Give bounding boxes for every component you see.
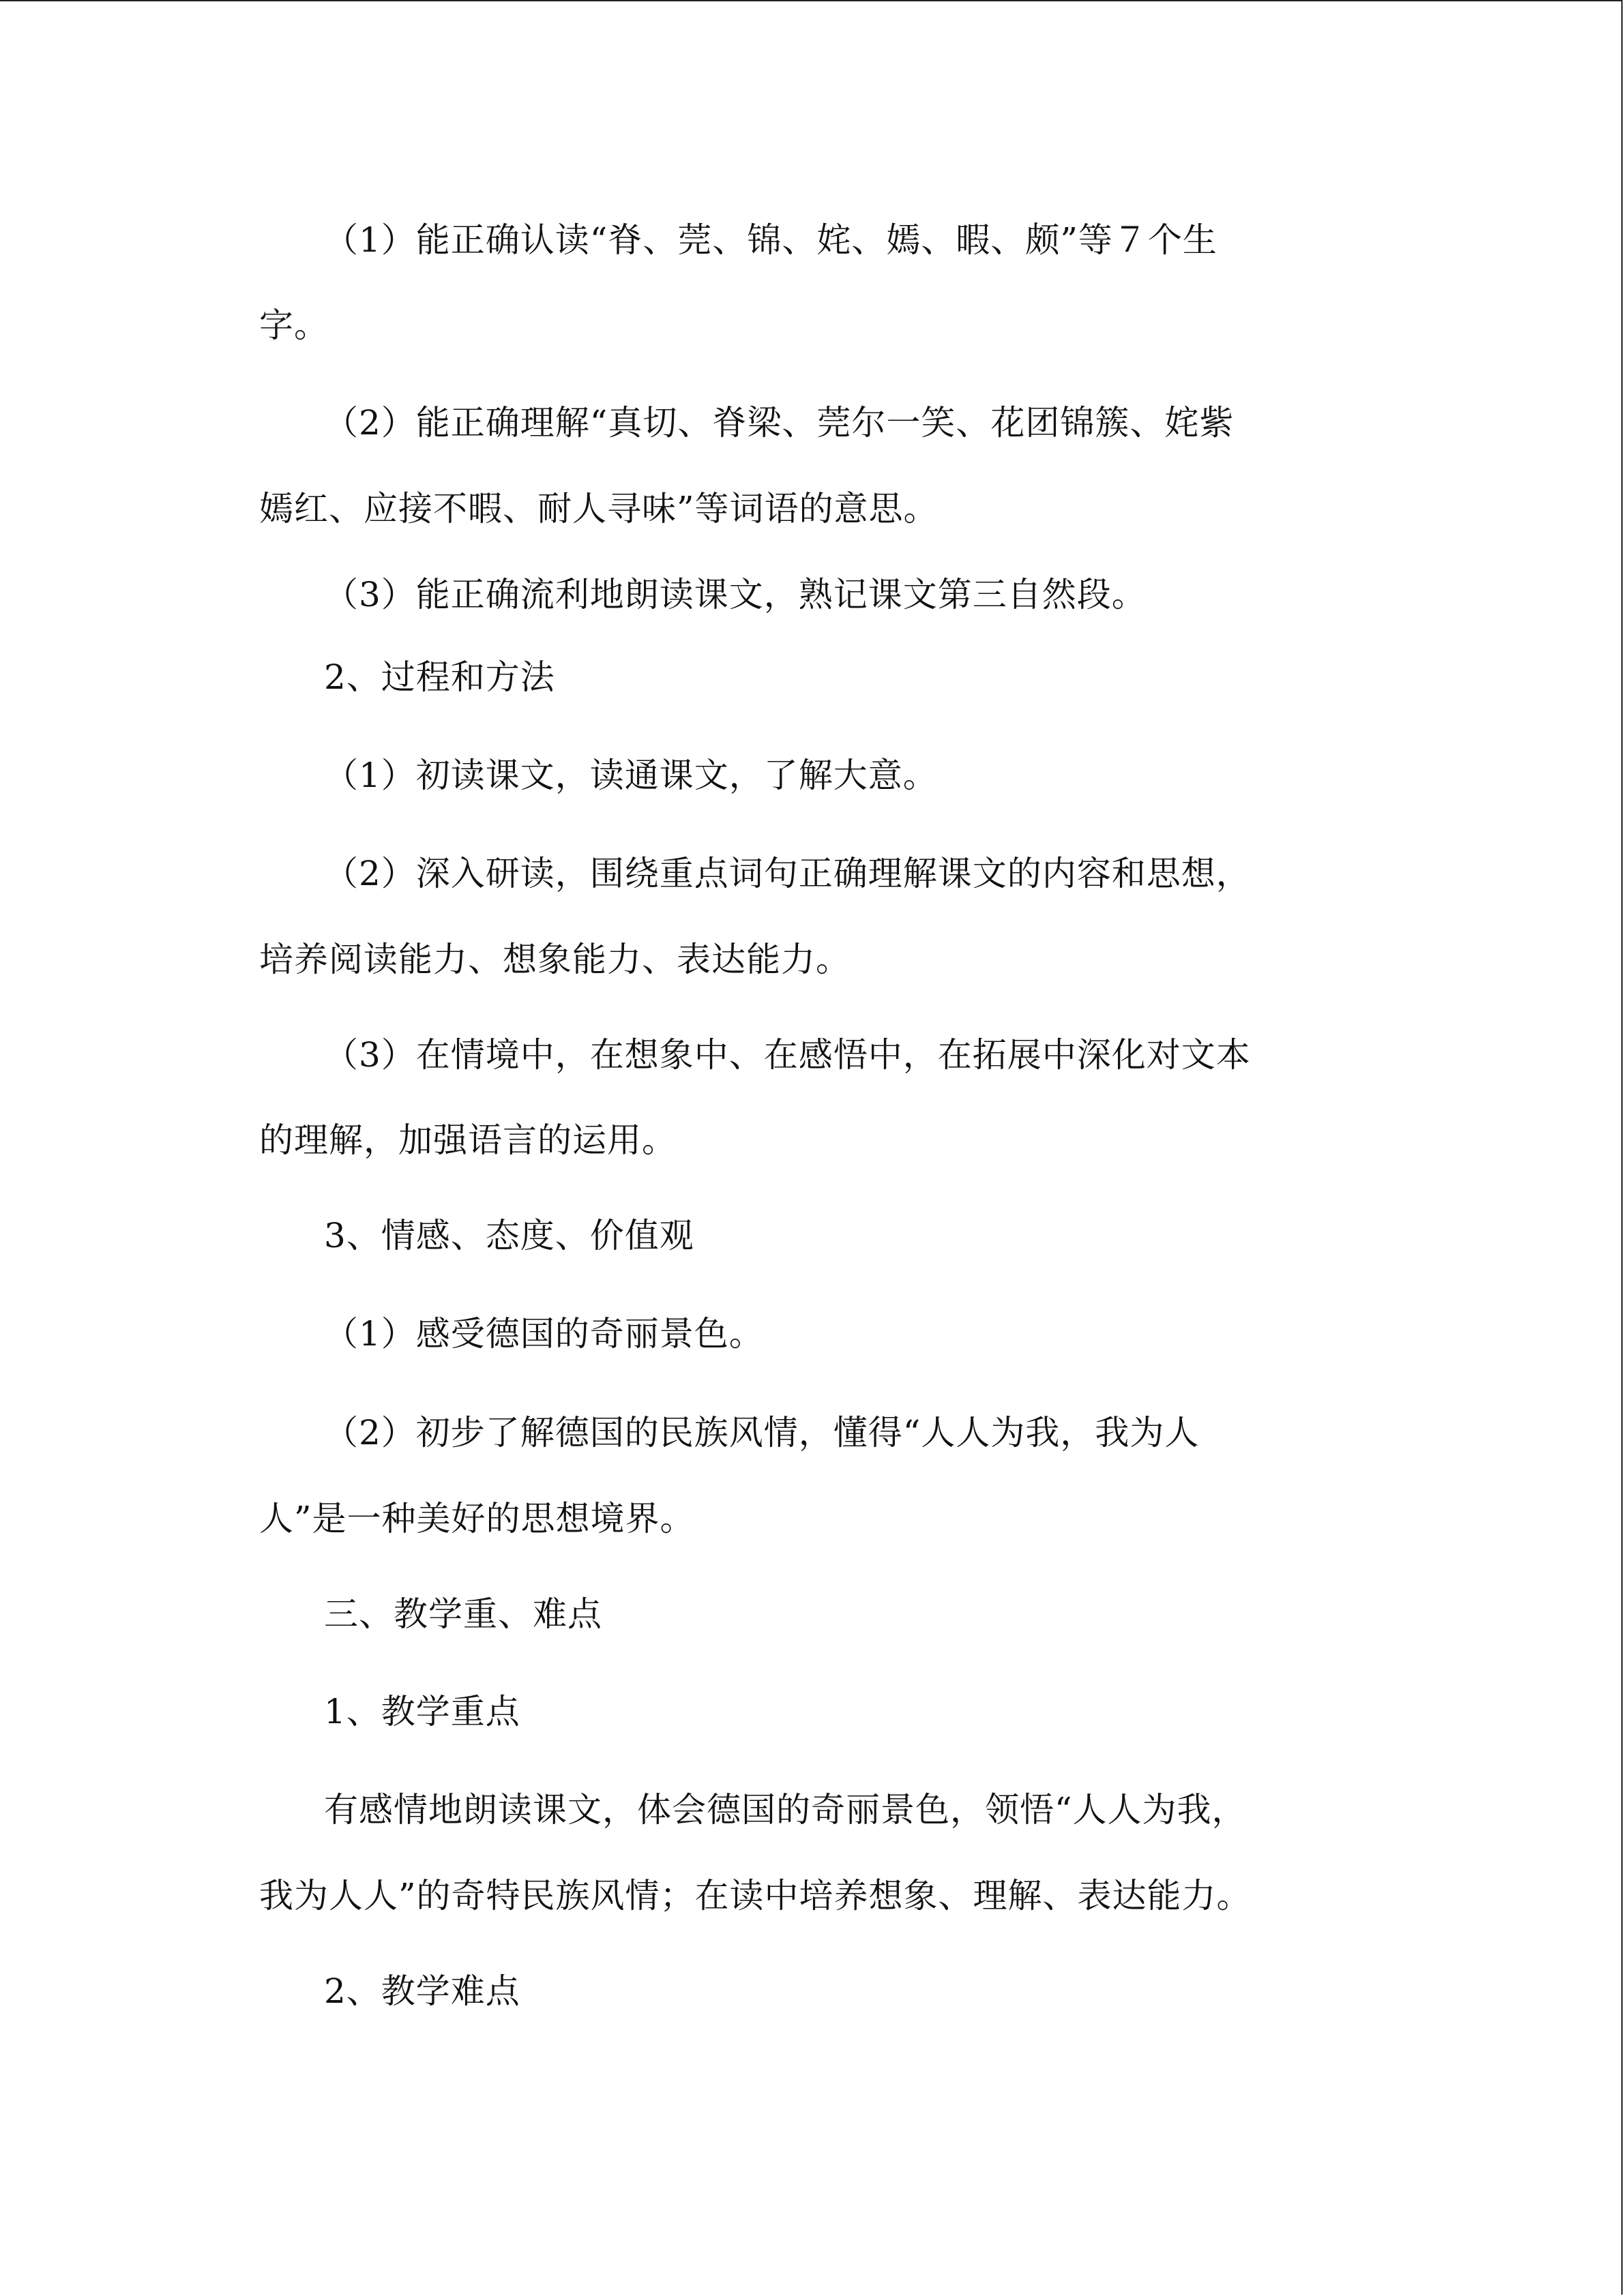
section-heading: 1、教学重点 <box>324 1692 520 1731</box>
paragraph-line: 的理解，加强语言的运用。 <box>259 1120 677 1160</box>
paragraph-line: （3）在情境中，在想象中、在感悟中，在拓展中深化对文本 <box>324 1035 1251 1075</box>
paragraph-line: （2）深入研读，围绕重点词句正确理解课文的内容和思想， <box>324 854 1251 893</box>
paragraph-line: （2）能正确理解“真切、脊梁、莞尔一笑、花团锦簇、姹紫 <box>324 403 1235 443</box>
section-heading: 3、情感、态度、价值观 <box>324 1216 694 1255</box>
paragraph-line: （1）能正确认读“脊、莞、锦、姹、嫣、暇、颇”等７个生 <box>324 220 1217 260</box>
section-heading: 三、教学重、难点 <box>324 1594 602 1634</box>
paragraph-line: 嫣红、应接不暇、耐人寻味”等词语的意思。 <box>259 489 939 528</box>
section-heading: 2、过程和方法 <box>324 657 555 697</box>
paragraph-line: 字。 <box>259 305 329 345</box>
paragraph-line: （1）感受德国的奇丽景色。 <box>324 1314 764 1354</box>
paragraph-line: （2）初步了解德国的民族风情，懂得“人人为我，我为人 <box>324 1413 1200 1452</box>
paragraph-line: （1）初读课文，读通课文，了解大意。 <box>324 756 938 795</box>
paragraph-line: 人”是一种美好的思想境界。 <box>259 1499 695 1538</box>
section-heading: 2、教学难点 <box>324 1971 520 2011</box>
paragraph-line: 有感情地朗读课文，体会德国的奇丽景色，领悟“人人为我， <box>324 1790 1247 1830</box>
paragraph-line: 我为人人”的奇特民族风情；在读中培养想象、理解、表达能力。 <box>259 1876 1252 1915</box>
paragraph-line: （3）能正确流利地朗读课文，熟记课文第三自然段。 <box>324 575 1147 614</box>
paragraph-line: 培养阅读能力、想象能力、表达能力。 <box>259 940 851 979</box>
